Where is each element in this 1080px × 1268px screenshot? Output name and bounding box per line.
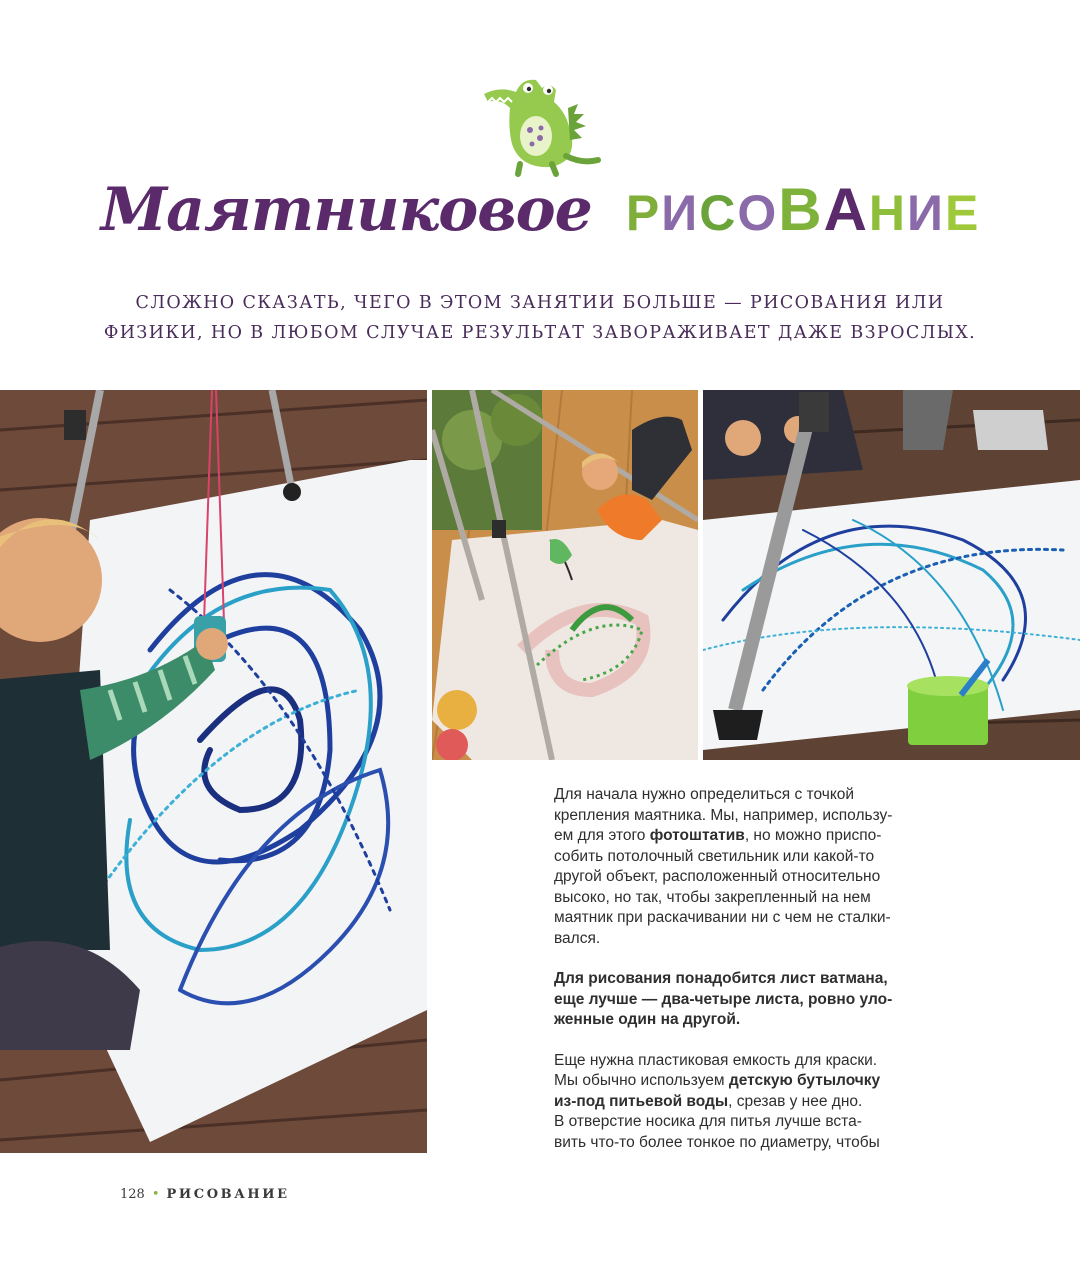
title-letter: А xyxy=(823,176,867,243)
text-line: Еще нужна пластиковая емкость для краски. xyxy=(554,1051,878,1069)
title-colored-word xyxy=(625,176,979,243)
page-title xyxy=(0,175,1080,245)
text-line: Для начала нужно определиться с точкой xyxy=(554,786,855,803)
title-letter: Н xyxy=(868,185,906,241)
page-number: 128 xyxy=(120,1187,145,1202)
title-letter: О xyxy=(737,185,777,241)
footer-separator: • xyxy=(151,1187,160,1202)
text-line: вался. xyxy=(554,929,601,947)
photo-tripod-leg-and-cup xyxy=(703,390,1080,760)
text-run: ем для этого xyxy=(554,827,650,844)
text-run: , срезав у нее дно. xyxy=(728,1092,863,1110)
bold-term: фотоштатив xyxy=(649,827,745,844)
photo-child-with-tripod xyxy=(432,390,698,760)
text-line: женные один на другой. xyxy=(554,1011,741,1028)
title-script-part: Маятниковое xyxy=(100,175,592,245)
lead-line-1: СЛОЖНО СКАЗАТЬ, ЧЕГО В ЭТОМ ЗАНЯТИИ БОЛЬШЕ — РИСОВАНИЯ ИЛИ xyxy=(135,293,945,313)
text-line xyxy=(554,826,954,847)
text-line: В отверстие носика для питья лучше вста- xyxy=(554,1113,862,1130)
text-line: собить потолочный светильник или какой-то xyxy=(554,847,875,865)
text-line: еще лучше — два-четыре листа, ровно уло- xyxy=(554,990,893,1008)
lead-paragraph xyxy=(0,288,1080,348)
title-letter: Р xyxy=(625,185,660,241)
page-footer xyxy=(120,1187,290,1202)
text-run: , но можно приспо- xyxy=(744,827,882,844)
paragraph-3 xyxy=(554,1051,954,1154)
paragraph-2-bold xyxy=(554,969,954,1031)
title-letter: В xyxy=(778,176,822,243)
text-line: Для рисования понадобится лист ватмана, xyxy=(554,970,888,987)
title-letter: И xyxy=(661,185,698,241)
bold-term: детскую бутылочку xyxy=(728,1072,881,1089)
paragraph-1 xyxy=(554,785,954,949)
lead-line-2: ФИЗИКИ, НО В ЛЮБОМ СЛУЧАЕ РЕЗУЛЬТАТ ЗАВОРАЖИВАЕТ ДАЖЕ ВЗРОСЛЫХ. xyxy=(103,323,977,343)
text-line: маятник при раскачивании ни с чем не сталки- xyxy=(554,909,891,926)
title-letter: С xyxy=(699,185,736,241)
crocodile-mascot-illustration xyxy=(470,68,610,178)
text-run: Мы обычно используем xyxy=(554,1072,729,1089)
title-letter: И xyxy=(907,185,943,241)
article-body xyxy=(554,785,954,1173)
text-line xyxy=(554,1071,954,1092)
text-line: другой объект, расположенный относительно xyxy=(554,868,881,885)
text-line: вить что-то более тонкое по диаметру, чтобы xyxy=(554,1133,880,1151)
title-letter: Е xyxy=(944,185,979,241)
text-line xyxy=(554,1092,954,1113)
text-line: крепления маятника. Мы, например, использу- xyxy=(554,806,893,824)
text-line: высоко, но так, чтобы закрепленный на нем xyxy=(554,888,871,906)
bold-term: из-под питьевой воды xyxy=(554,1092,729,1110)
section-name: РИСОВАНИЕ xyxy=(166,1187,290,1202)
photo-child-pendulum-painting xyxy=(0,390,427,1153)
